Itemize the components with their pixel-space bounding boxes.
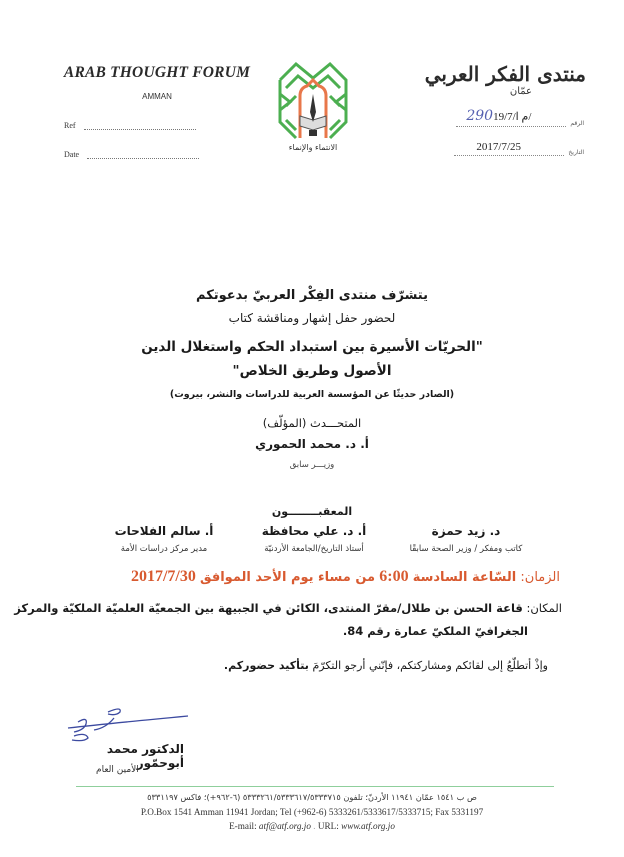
closing-plain: وإذْ أتطلّعُ إلى لقائكم ومشاركتكم، فإنّني أرجو التكرّمَ — [312, 659, 548, 672]
discussant-role: كاتب ومفكر / وزير الصحة سابقًا — [409, 544, 523, 554]
ref-line-ar — [456, 108, 566, 127]
time-clock: 6:00 — [379, 568, 409, 585]
date-dotted-line — [87, 150, 199, 159]
footer-english-address: P.O.Box 1541 Amman 11941 Jordan; Tel (+962-6) 5333261/5333617/5333715; Fax 5331197 — [140, 807, 484, 817]
event-date: 2017/7/30 — [130, 568, 196, 585]
speaker-label: المتحـــدث (المؤلّف) — [262, 416, 362, 430]
footer-contact: E-mail: atf@atf.org.jo . URL: www.atf.org.jo — [229, 821, 395, 831]
ref-label-en: Ref — [64, 121, 76, 130]
date-field-en — [64, 150, 199, 159]
ref-dotted-line — [84, 121, 196, 130]
footer-divider — [76, 786, 554, 787]
book-title-line2: الأصول وطريق الخلاص" — [232, 363, 392, 379]
discussant-role: مدير مركز دراسات الأمة — [120, 544, 208, 554]
speaker-role: وزيـــر سابق — [289, 460, 335, 470]
place-value-line1: قاعة الحسن بن طلال/مقرّ المنتدى، الكائن في الجبيهة بين الجمعيّة العلميّة الملكيّة والمركز — [14, 601, 523, 615]
date-field-ar — [454, 141, 584, 156]
discussants-label: المعقبــــــــون — [271, 505, 353, 518]
discussant-name: أ. سالم الفلاحات — [114, 524, 214, 538]
place-label: المكان: — [526, 601, 562, 615]
date-line-ar — [454, 141, 564, 156]
closing-bold: بتأكيد حضوركم. — [223, 659, 309, 672]
discussant-name: أ. د. علي محافظة — [261, 524, 367, 538]
event-place — [14, 601, 562, 615]
speaker-name: أ. د. محمد الحموري — [255, 437, 369, 451]
closing-sentence — [224, 659, 548, 672]
signer-title: الأمين العام — [96, 765, 139, 775]
discussant-role: أستاذ التاريخ/الجامعة الأردنيّة — [264, 544, 364, 554]
ref-field-ar — [456, 108, 584, 127]
event-time — [131, 568, 560, 586]
english-city: AMMAN — [142, 92, 172, 101]
book-title-line1: "الحريّات الأسيرة بين استبداد الحكم واستغلال الدين — [141, 339, 483, 355]
signer-name: الدكتور محمد أبوحمّور — [106, 742, 184, 770]
url-link[interactable]: www.atf.org.jo — [341, 821, 395, 831]
forum-logo-icon — [266, 50, 360, 158]
invitation-purpose: لحضور حفل إشهار ومناقشة كتاب — [228, 311, 396, 325]
event-place-cont — [343, 624, 528, 638]
logo-motto: الانتماء والإنماء — [288, 143, 338, 152]
discussant-3 — [74, 524, 254, 554]
place-value-line2: الجغرافيّ الملكيّ عمارة رقم 84. — [342, 624, 528, 638]
time-value-pre: السّاعة السادسة — [412, 570, 517, 585]
publisher-note: (الصادر حديثًا عن المؤسسة العربية للدراسات والنشر، بيروت) — [169, 389, 455, 400]
invitation-opening: يتشرّف منتدى الفِكْر العربيّ بدعوتكم — [196, 288, 428, 303]
ref-field-en — [64, 121, 196, 130]
english-org-name: ARAB THOUGHT FORUM — [63, 64, 251, 81]
time-label: الزمان: — [520, 570, 560, 585]
time-value-post: من مساء يوم الأحد الموافق — [199, 570, 376, 585]
email-link[interactable]: atf@atf.org.jo — [258, 821, 311, 831]
url-label: URL: — [317, 821, 339, 831]
date-value: 2017/7/25 — [476, 141, 522, 153]
date-label-en: Date — [64, 150, 80, 159]
ref-handwritten-number: 290 — [466, 108, 494, 124]
ref-printed-prefix: م ا/19/7/ — [493, 111, 532, 123]
footer-arabic-address: ص ب ١٥٤١ عمّان ١١٩٤١ الأردنّ؛ تلفون ٥٣٣٣٢٦١/٥٣٣٣٦١٧/٥٣٣٣٧١٥ (٦-٩٦٢+)؛ فاكس ٥٣٣١١٩٧ — [147, 792, 477, 802]
email-label: E-mail: — [229, 821, 257, 831]
date-label-ar: التاريخ — [568, 149, 584, 156]
arabic-org-name: منتدى الفكر العربي — [424, 62, 586, 86]
discussant-name: د. زيد حمزة — [431, 524, 501, 538]
arabic-city: عمّان — [509, 86, 532, 97]
handwritten-signature-icon — [64, 706, 204, 746]
ref-label-ar: الرقم — [570, 120, 584, 127]
